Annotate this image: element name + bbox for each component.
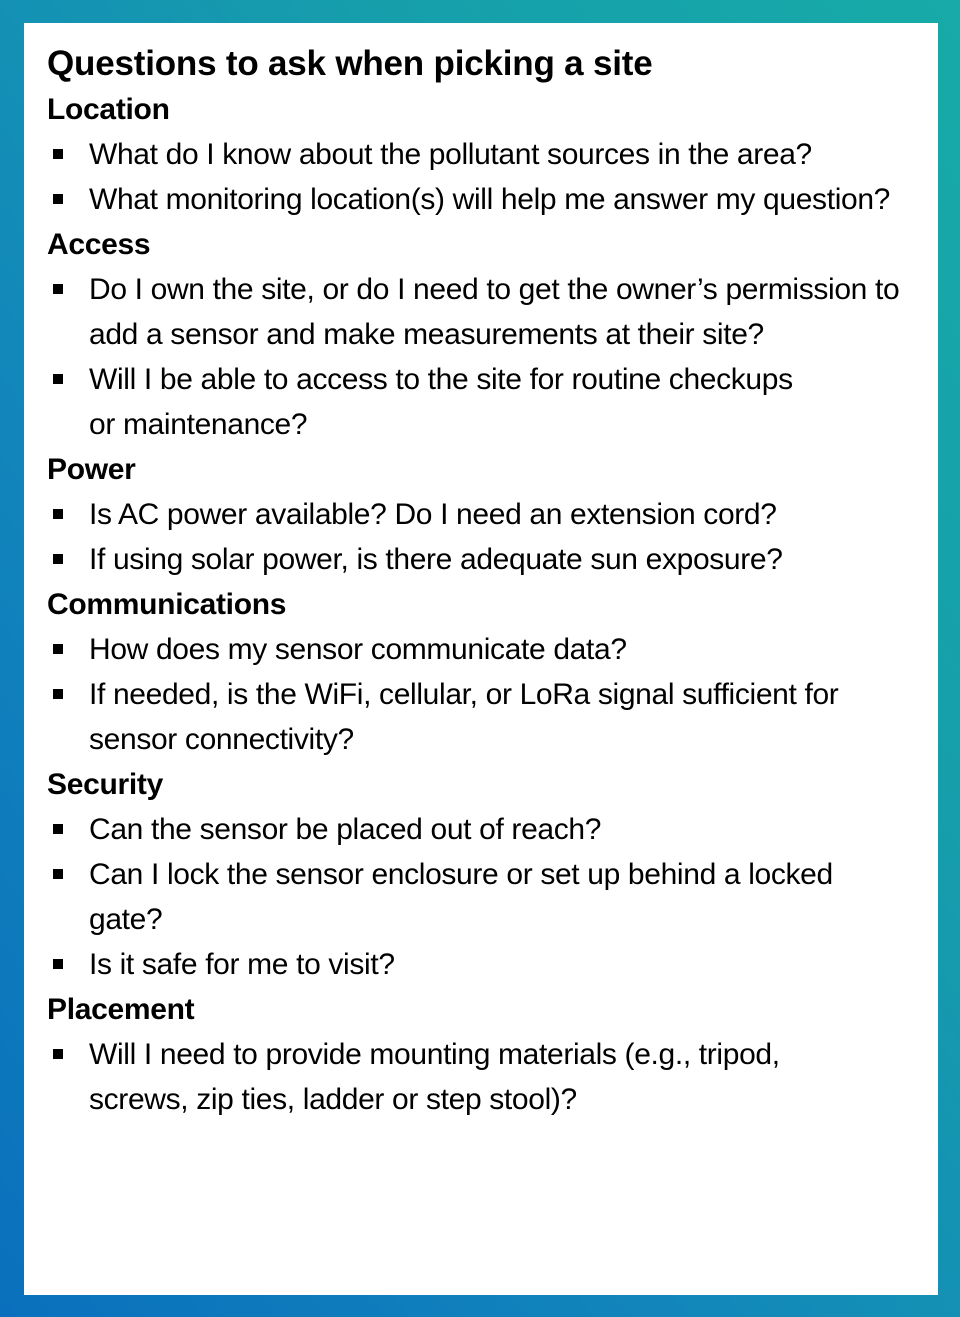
question-text: Can the sensor be placed out of reach? [89, 813, 602, 846]
question-text: If needed, is the WiFi, cellular, or LoRa signal sufficient for sensor connectivity? [89, 678, 839, 756]
square-bullet-icon [53, 284, 63, 294]
section-communications [47, 582, 927, 762]
list-item [47, 492, 927, 537]
list-item [47, 672, 927, 762]
question-text: Is AC power available? Do I need an extension cord? [89, 498, 777, 531]
section-heading: Placement [47, 993, 195, 1026]
square-bullet-icon [53, 554, 63, 564]
question-text: Do I own the site, or do I need to get the owner’s permission to add a sensor and make measurements at their site? [89, 273, 900, 351]
section-heading: Communications [47, 588, 287, 621]
list-item [47, 132, 927, 177]
list-item [47, 852, 927, 942]
question-text: Is it safe for me to visit? [89, 948, 395, 981]
list-item [47, 1032, 927, 1122]
square-bullet-icon [53, 869, 63, 879]
question-list [47, 627, 927, 762]
list-item [47, 177, 927, 222]
page-title: Questions to ask when picking a site [47, 44, 653, 83]
square-bullet-icon [53, 194, 63, 204]
question-text: How does my sensor communicate data? [89, 633, 627, 666]
section-location [47, 87, 927, 222]
question-text: What monitoring location(s) will help me answer my question? [89, 183, 891, 216]
question-text: Will I need to provide mounting materials (e.g., tripod, screws, zip ties, ladder or step stool)? [89, 1038, 780, 1116]
question-list [47, 267, 927, 447]
question-list [47, 807, 927, 987]
question-text: If using solar power, is there adequate sun exposure? [89, 543, 783, 576]
square-bullet-icon [53, 149, 63, 159]
question-text: Will I be able to access to the site for routine checkups or maintenance? [89, 363, 793, 441]
checklist-panel [24, 23, 938, 1295]
list-item [47, 627, 927, 672]
section-heading: Security [47, 768, 163, 801]
section-security [47, 762, 927, 987]
square-bullet-icon [53, 644, 63, 654]
question-text: Can I lock the sensor enclosure or set up behind a locked gate? [89, 858, 833, 936]
section-placement [47, 987, 927, 1122]
question-list [47, 132, 927, 222]
section-heading: Power [47, 453, 136, 486]
question-text: What do I know about the pollutant sources in the area? [89, 138, 812, 171]
square-bullet-icon [53, 689, 63, 699]
square-bullet-icon [53, 959, 63, 969]
square-bullet-icon [53, 824, 63, 834]
section-heading: Access [47, 228, 151, 261]
square-bullet-icon [53, 374, 63, 384]
question-list [47, 492, 927, 582]
checklist-content [47, 41, 927, 1122]
square-bullet-icon [53, 509, 63, 519]
list-item [47, 537, 927, 582]
square-bullet-icon [53, 1049, 63, 1059]
section-power [47, 447, 927, 582]
list-item [47, 942, 927, 987]
list-item [47, 357, 927, 447]
section-heading: Location [47, 93, 170, 126]
question-list [47, 1032, 927, 1122]
section-access [47, 222, 927, 447]
list-item [47, 807, 927, 852]
list-item [47, 267, 927, 357]
